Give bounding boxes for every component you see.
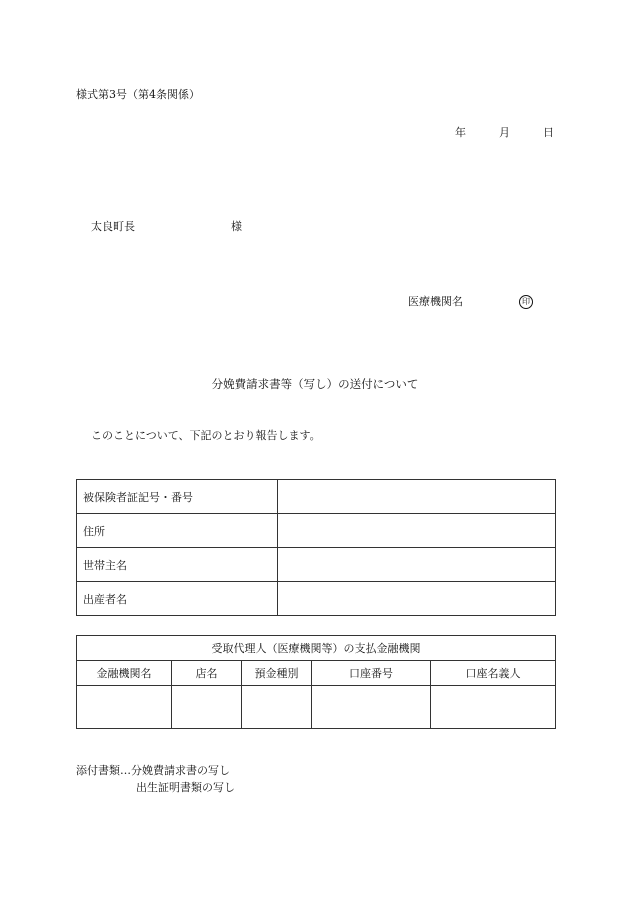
- row-label: 世帯主名: [77, 548, 278, 582]
- row-value[interactable]: [278, 514, 556, 548]
- date-month: 月: [499, 126, 510, 139]
- row-value[interactable]: [278, 548, 556, 582]
- bank-table: [76, 635, 556, 729]
- bank-name-cell[interactable]: [77, 686, 172, 729]
- date-day: 日: [543, 126, 554, 139]
- form-number: 様式第3号（第4条関係）: [76, 88, 200, 101]
- row-value[interactable]: [278, 480, 556, 514]
- table-header-row: [77, 661, 556, 686]
- body-text: このことについて、下記のとおり報告します。: [91, 429, 321, 442]
- account-holder-cell[interactable]: [431, 686, 556, 729]
- row-label: 出産者名: [77, 582, 278, 616]
- table-row: [77, 582, 556, 616]
- row-label: 住所: [77, 514, 278, 548]
- table-row: [77, 548, 556, 582]
- column-header: 金融機関名: [77, 661, 172, 686]
- attachment-line: 添付書類…分娩費請求書の写し: [76, 764, 230, 777]
- row-value[interactable]: [278, 582, 556, 616]
- column-header: 口座名義人: [431, 661, 556, 686]
- column-header: 預金種別: [242, 661, 312, 686]
- table-row: [77, 480, 556, 514]
- row-label: 被保険者証記号・番号: [77, 480, 278, 514]
- addressee-name: 太良町長: [91, 220, 135, 233]
- account-number-cell[interactable]: [312, 686, 431, 729]
- table-row: [77, 686, 556, 729]
- bank-table-title: 受取代理人（医療機関等）の支払金融機関: [77, 636, 556, 661]
- date-line: [455, 124, 554, 140]
- subject-title: 分娩費請求書等（写し）の送付について: [211, 377, 419, 391]
- column-header: 口座番号: [312, 661, 431, 686]
- addressee-honorific: 様: [231, 220, 242, 233]
- table-row: [77, 514, 556, 548]
- info-table: [76, 479, 556, 616]
- attachment-line: 出生証明書類の写し: [136, 781, 235, 794]
- column-header: 店名: [172, 661, 242, 686]
- branch-cell[interactable]: [172, 686, 242, 729]
- table-title-row: [77, 636, 556, 661]
- institution-label: 医療機関名: [408, 295, 463, 308]
- seal-icon: 印: [519, 295, 533, 309]
- attachments: [76, 762, 235, 796]
- addressee: [91, 218, 242, 234]
- date-year: 年: [455, 126, 466, 139]
- account-type-cell[interactable]: [242, 686, 312, 729]
- institution: [408, 293, 533, 309]
